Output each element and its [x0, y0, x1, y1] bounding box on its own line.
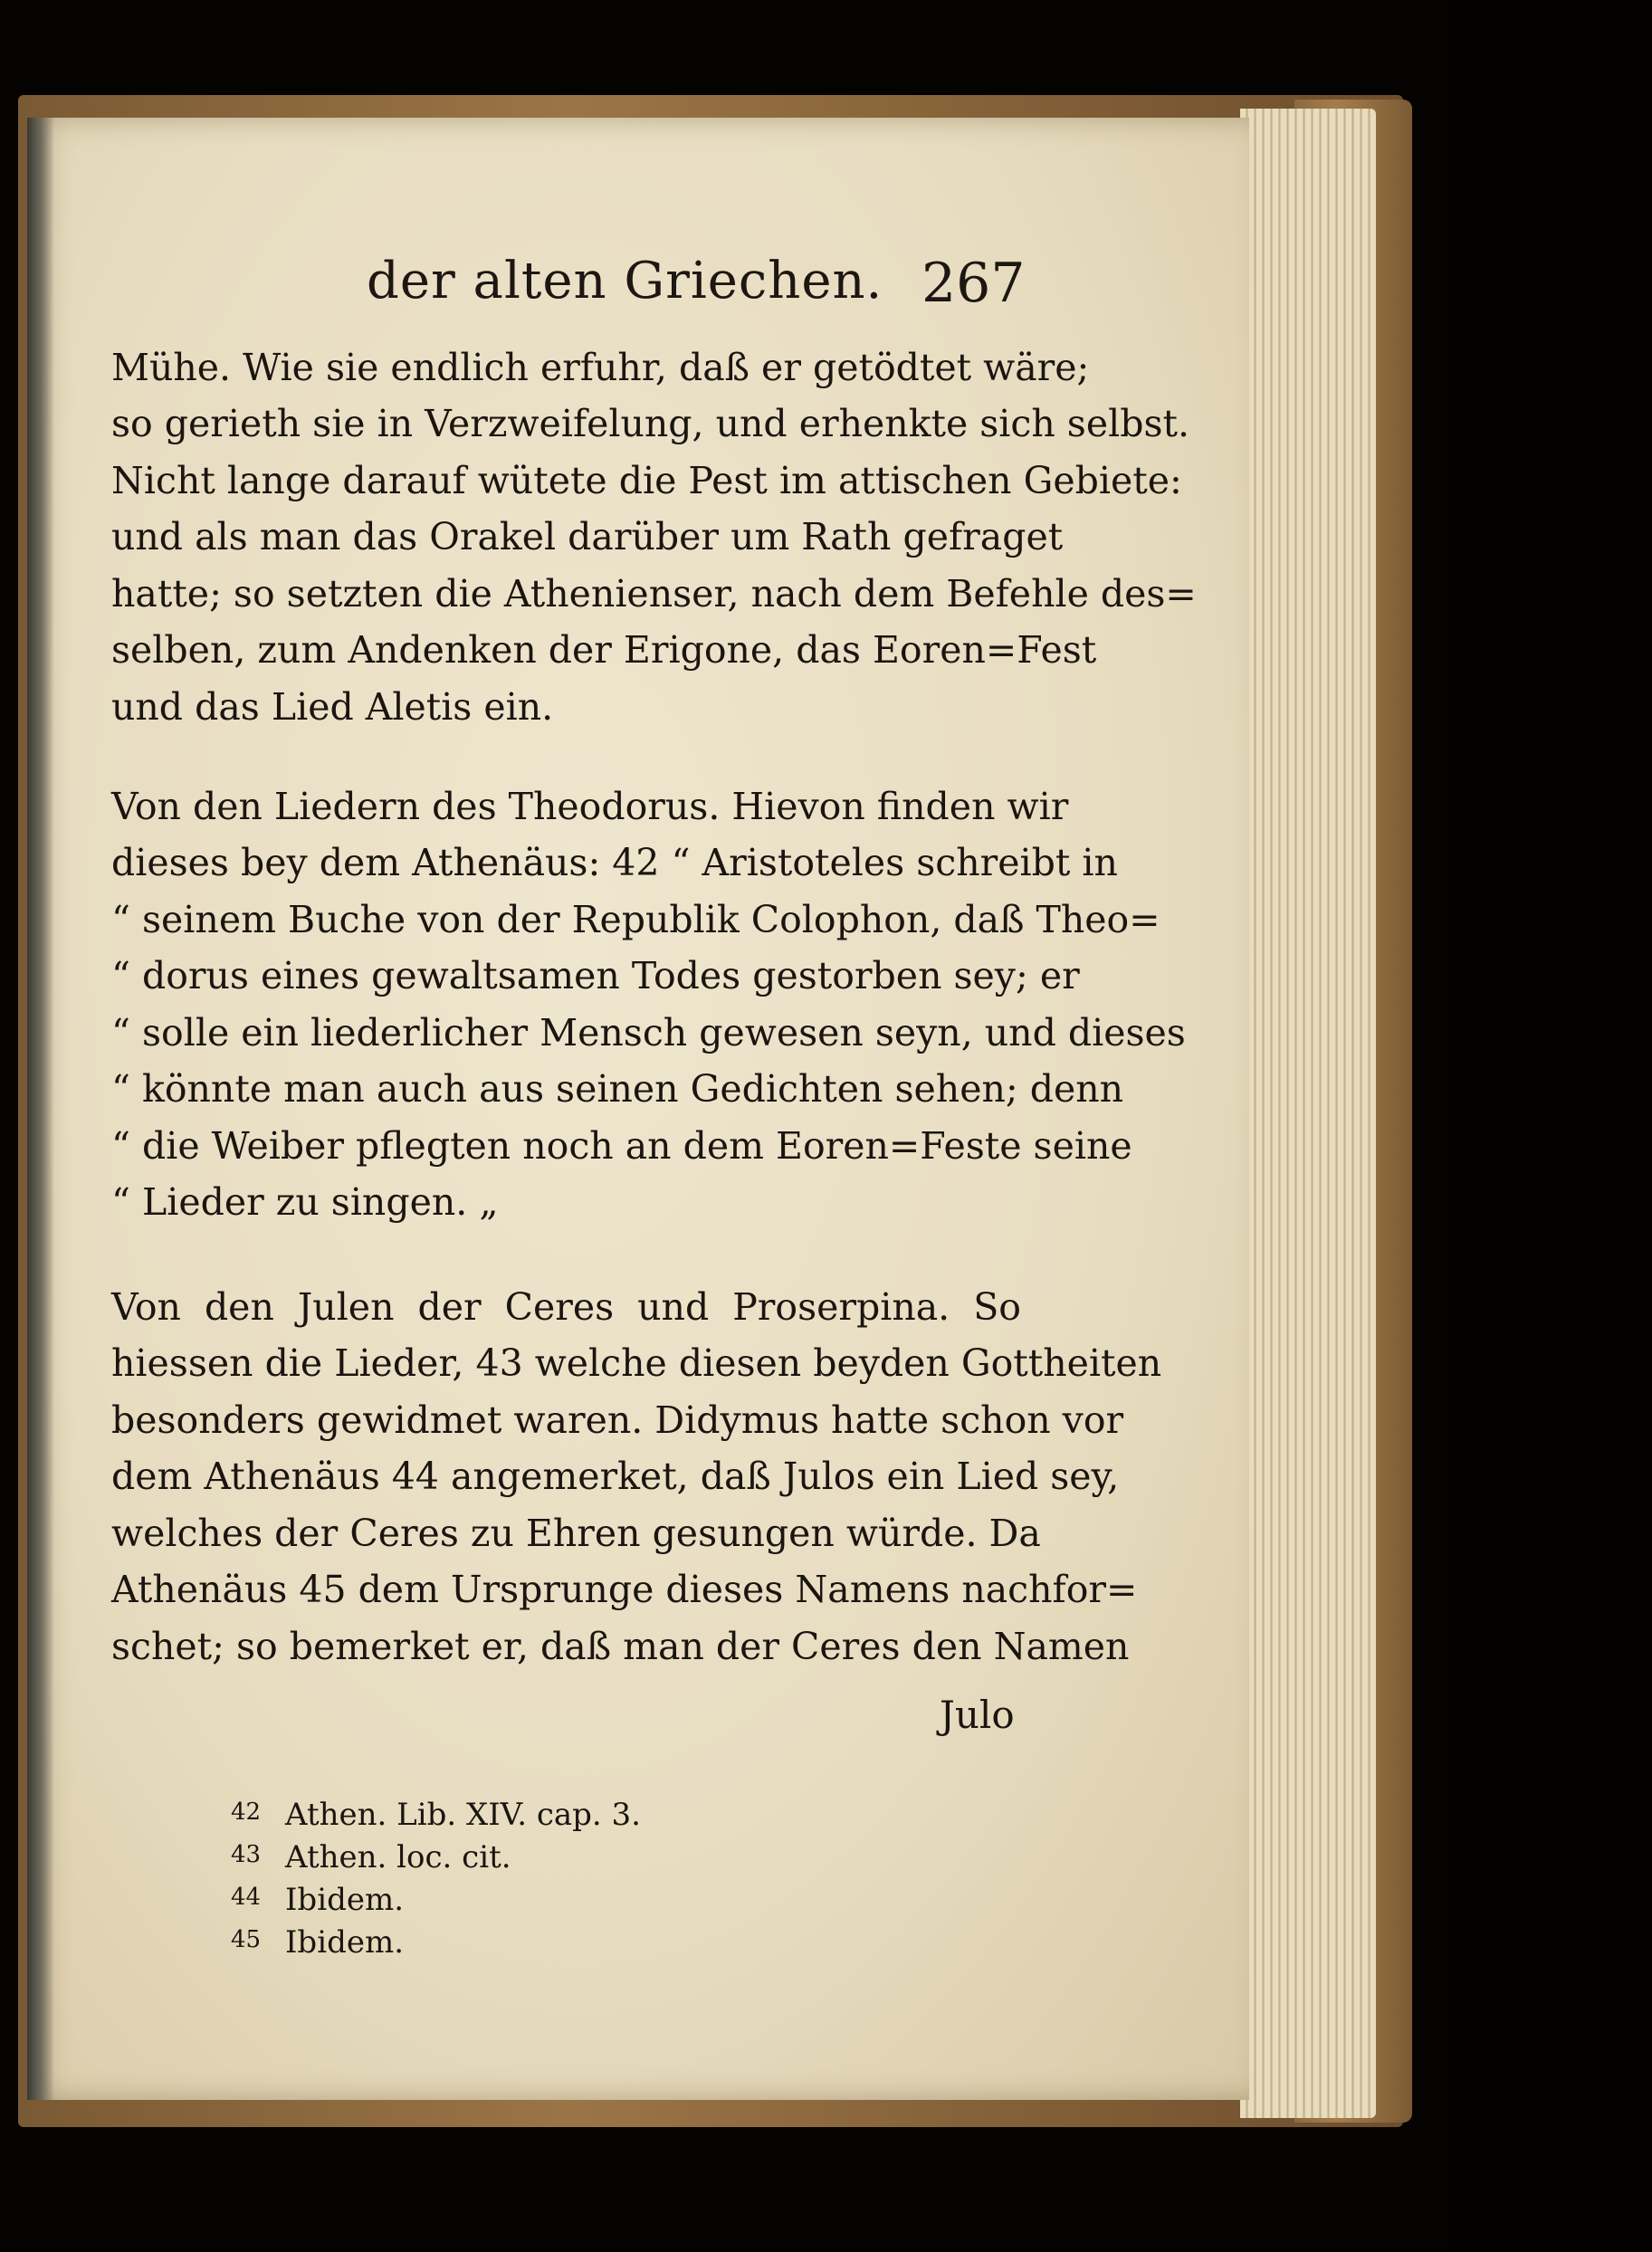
catchword: Julo — [940, 1693, 1015, 1737]
body-line: “ solle ein liederlicher Mensch gewesen seyn, und dieses — [111, 1011, 1186, 1054]
body-line: und als man das Orakel darüber um Rath gefraget — [111, 515, 1064, 558]
body-line: welches der Ceres zu Ehren gesungen würde. Da — [111, 1512, 1041, 1555]
body-line: Von den Liedern des Theodorus. Hievon finden wir — [111, 785, 1069, 828]
running-title: der alten Griechen. — [367, 252, 883, 310]
body-line: “ Lieder zu singen. „ — [111, 1180, 499, 1224]
footnote-text: Ibidem. — [285, 1924, 405, 1961]
body-line: Von den Julen der Ceres und Proserpina. So — [111, 1285, 1021, 1329]
footnote-number: 42 — [231, 1799, 262, 1826]
body-line: und das Lied Aletis ein. — [111, 685, 554, 729]
body-line: “ dorus eines gewaltsamen Todes gestorben sey; er — [111, 954, 1080, 997]
footnote-text: Athen. Lib. XIV. cap. 3. — [285, 1797, 641, 1833]
footnote — [231, 1882, 404, 1918]
body-line: “ die Weiber pflegten noch an dem Eoren=Feste seine — [111, 1124, 1132, 1168]
footnote-number: 44 — [231, 1884, 262, 1911]
footnote — [231, 1839, 511, 1875]
body-line: Mühe. Wie sie endlich erfuhr, daß er getödtet wäre; — [111, 346, 1090, 389]
body-line: hiessen die Lieder, 43 welche diesen beyden Gottheiten — [111, 1341, 1162, 1385]
page-gutter — [27, 118, 54, 2100]
body-line: hatte; so setzten die Athenienser, nach dem Befehle des= — [111, 572, 1197, 615]
page-edges — [1240, 109, 1376, 2118]
background-right — [1448, 0, 1652, 2252]
body-line: “ seinem Buche von der Republik Colophon, daß Theo= — [111, 898, 1160, 941]
body-line: Nicht lange darauf wütete die Pest im attischen Gebiete: — [111, 459, 1182, 502]
footnote-number: 45 — [231, 1926, 262, 1953]
page-number: 267 — [921, 252, 1026, 315]
body-line: dieses bey dem Athenäus: 42 “ Aristoteles schreibt in — [111, 841, 1118, 884]
footnote-text: Athen. loc. cit. — [285, 1839, 511, 1875]
footnote — [231, 1924, 404, 1961]
footnote-text: Ibidem. — [285, 1882, 405, 1918]
footnote — [231, 1797, 641, 1833]
body-line: dem Athenäus 44 angemerket, daß Julos ein Lied sey, — [111, 1455, 1120, 1498]
body-line: Athenäus 45 dem Ursprunge dieses Namens nachfor= — [111, 1568, 1138, 1611]
body-line: so gerieth sie in Verzweifelung, und erhenkte sich selbst. — [111, 402, 1190, 445]
footnote-number: 43 — [231, 1841, 262, 1868]
body-line: “ könnte man auch aus seinen Gedichten sehen; denn — [111, 1067, 1124, 1111]
body-line: schet; so bemerket er, daß man der Ceres den Namen — [111, 1625, 1130, 1668]
body-line: selben, zum Andenken der Erigone, das Eoren=Fest — [111, 628, 1097, 672]
body-line: besonders gewidmet waren. Didymus hatte schon vor — [111, 1398, 1124, 1442]
